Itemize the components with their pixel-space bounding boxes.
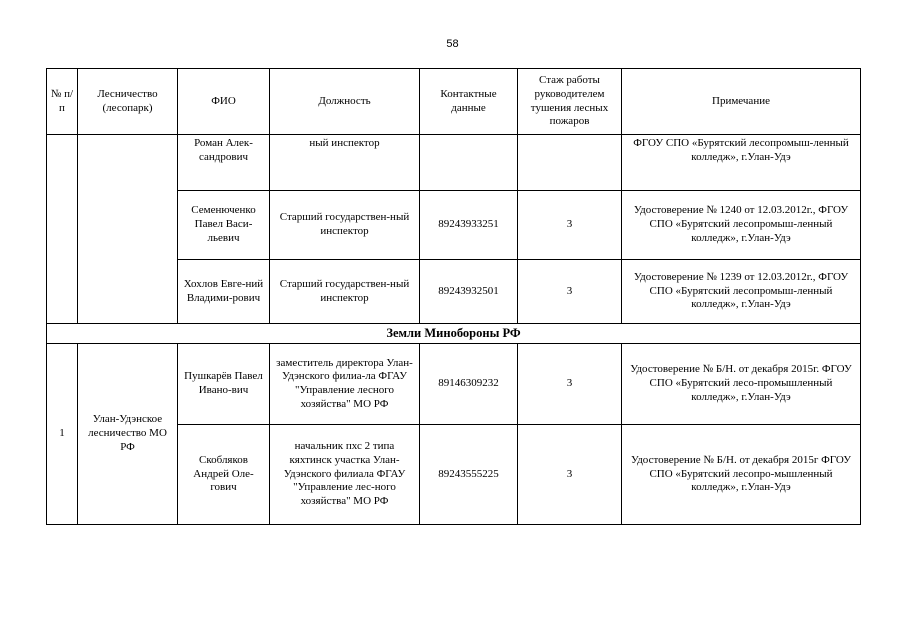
cell-contacts: 89243555225 bbox=[420, 425, 518, 525]
cell-name: Скобляков Андрей Оле-гович bbox=[178, 425, 270, 525]
section-title: Земли Минобороны РФ bbox=[47, 324, 861, 344]
cell-num: 1 bbox=[47, 344, 78, 525]
cell-num bbox=[47, 135, 78, 324]
cell-contacts: 89243933251 bbox=[420, 191, 518, 260]
cell-name: Семенюченко Павел Васи-льевич bbox=[178, 191, 270, 260]
cell-note: Удостоверение № Б/Н. от декабря 2015г. ФГОУ СПО «Бурятский лесо-промышленный колледж», г.Улан-Удэ bbox=[622, 344, 861, 425]
cell-note: Удостоверение № 1240 от 12.03.2012г., ФГОУ СПО «Бурятский лесопромыш-ленный колледж», г.Улан-Удэ bbox=[622, 191, 861, 260]
cell-forestry bbox=[78, 135, 178, 324]
cell-experience: 3 bbox=[518, 344, 622, 425]
cell-contacts: 89243932501 bbox=[420, 260, 518, 324]
cell-note: Удостоверение № Б/Н. от декабря 2015г ФГОУ СПО «Бурятский лесопро-мышленный колледж», г.Улан-Удэ bbox=[622, 425, 861, 525]
cell-name: Пушкарёв Павел Ивано-вич bbox=[178, 344, 270, 425]
cell-position: Старший государствен-ный инспектор bbox=[270, 191, 420, 260]
cell-position: начальник пхс 2 типа кяхтинск участка Улан-Удэнского филиала ФГАУ "Управление лес-ного хозяйства" МО РФ bbox=[270, 425, 420, 525]
cell-position: заместитель директора Улан-Удэнского филиа-ла ФГАУ "Управление лесного хозяйства" МО РФ bbox=[270, 344, 420, 425]
page-number: 58 bbox=[446, 38, 459, 50]
table-header-row bbox=[47, 69, 861, 135]
cell-experience bbox=[518, 135, 622, 191]
header-position: Должность bbox=[270, 69, 420, 135]
header-note: Примечание bbox=[622, 69, 861, 135]
header-contacts: Контактные данные bbox=[420, 69, 518, 135]
header-experience: Стаж работы руководителем тушения лесных пожаров bbox=[518, 69, 622, 135]
header-name: ФИО bbox=[178, 69, 270, 135]
cell-contacts: 89146309232 bbox=[420, 344, 518, 425]
cell-name: Хохлов Евге-ний Владими-рович bbox=[178, 260, 270, 324]
header-forestry: Лесничество (лесопарк) bbox=[78, 69, 178, 135]
table-row bbox=[47, 344, 861, 425]
cell-experience: 3 bbox=[518, 260, 622, 324]
fire-managers-table bbox=[46, 68, 861, 525]
cell-name: Роман Алек-сандрович bbox=[178, 135, 270, 191]
cell-position: Старший государствен-ный инспектор bbox=[270, 260, 420, 324]
cell-contacts bbox=[420, 135, 518, 191]
cell-position: ный инспектор bbox=[270, 135, 420, 191]
section-row bbox=[47, 324, 861, 344]
cell-note: ФГОУ СПО «Бурятский лесопромыш-ленный колледж», г.Улан-Удэ bbox=[622, 135, 861, 191]
header-num: № п/п bbox=[47, 69, 78, 135]
table-row bbox=[47, 135, 861, 191]
cell-experience: 3 bbox=[518, 191, 622, 260]
cell-forestry: Улан-Удэнское лесничество МО РФ bbox=[78, 344, 178, 525]
cell-experience: 3 bbox=[518, 425, 622, 525]
cell-note: Удостоверение № 1239 от 12.03.2012г., ФГОУ СПО «Бурятский лесопромыш-ленный колледж», г.Улан-Удэ bbox=[622, 260, 861, 324]
